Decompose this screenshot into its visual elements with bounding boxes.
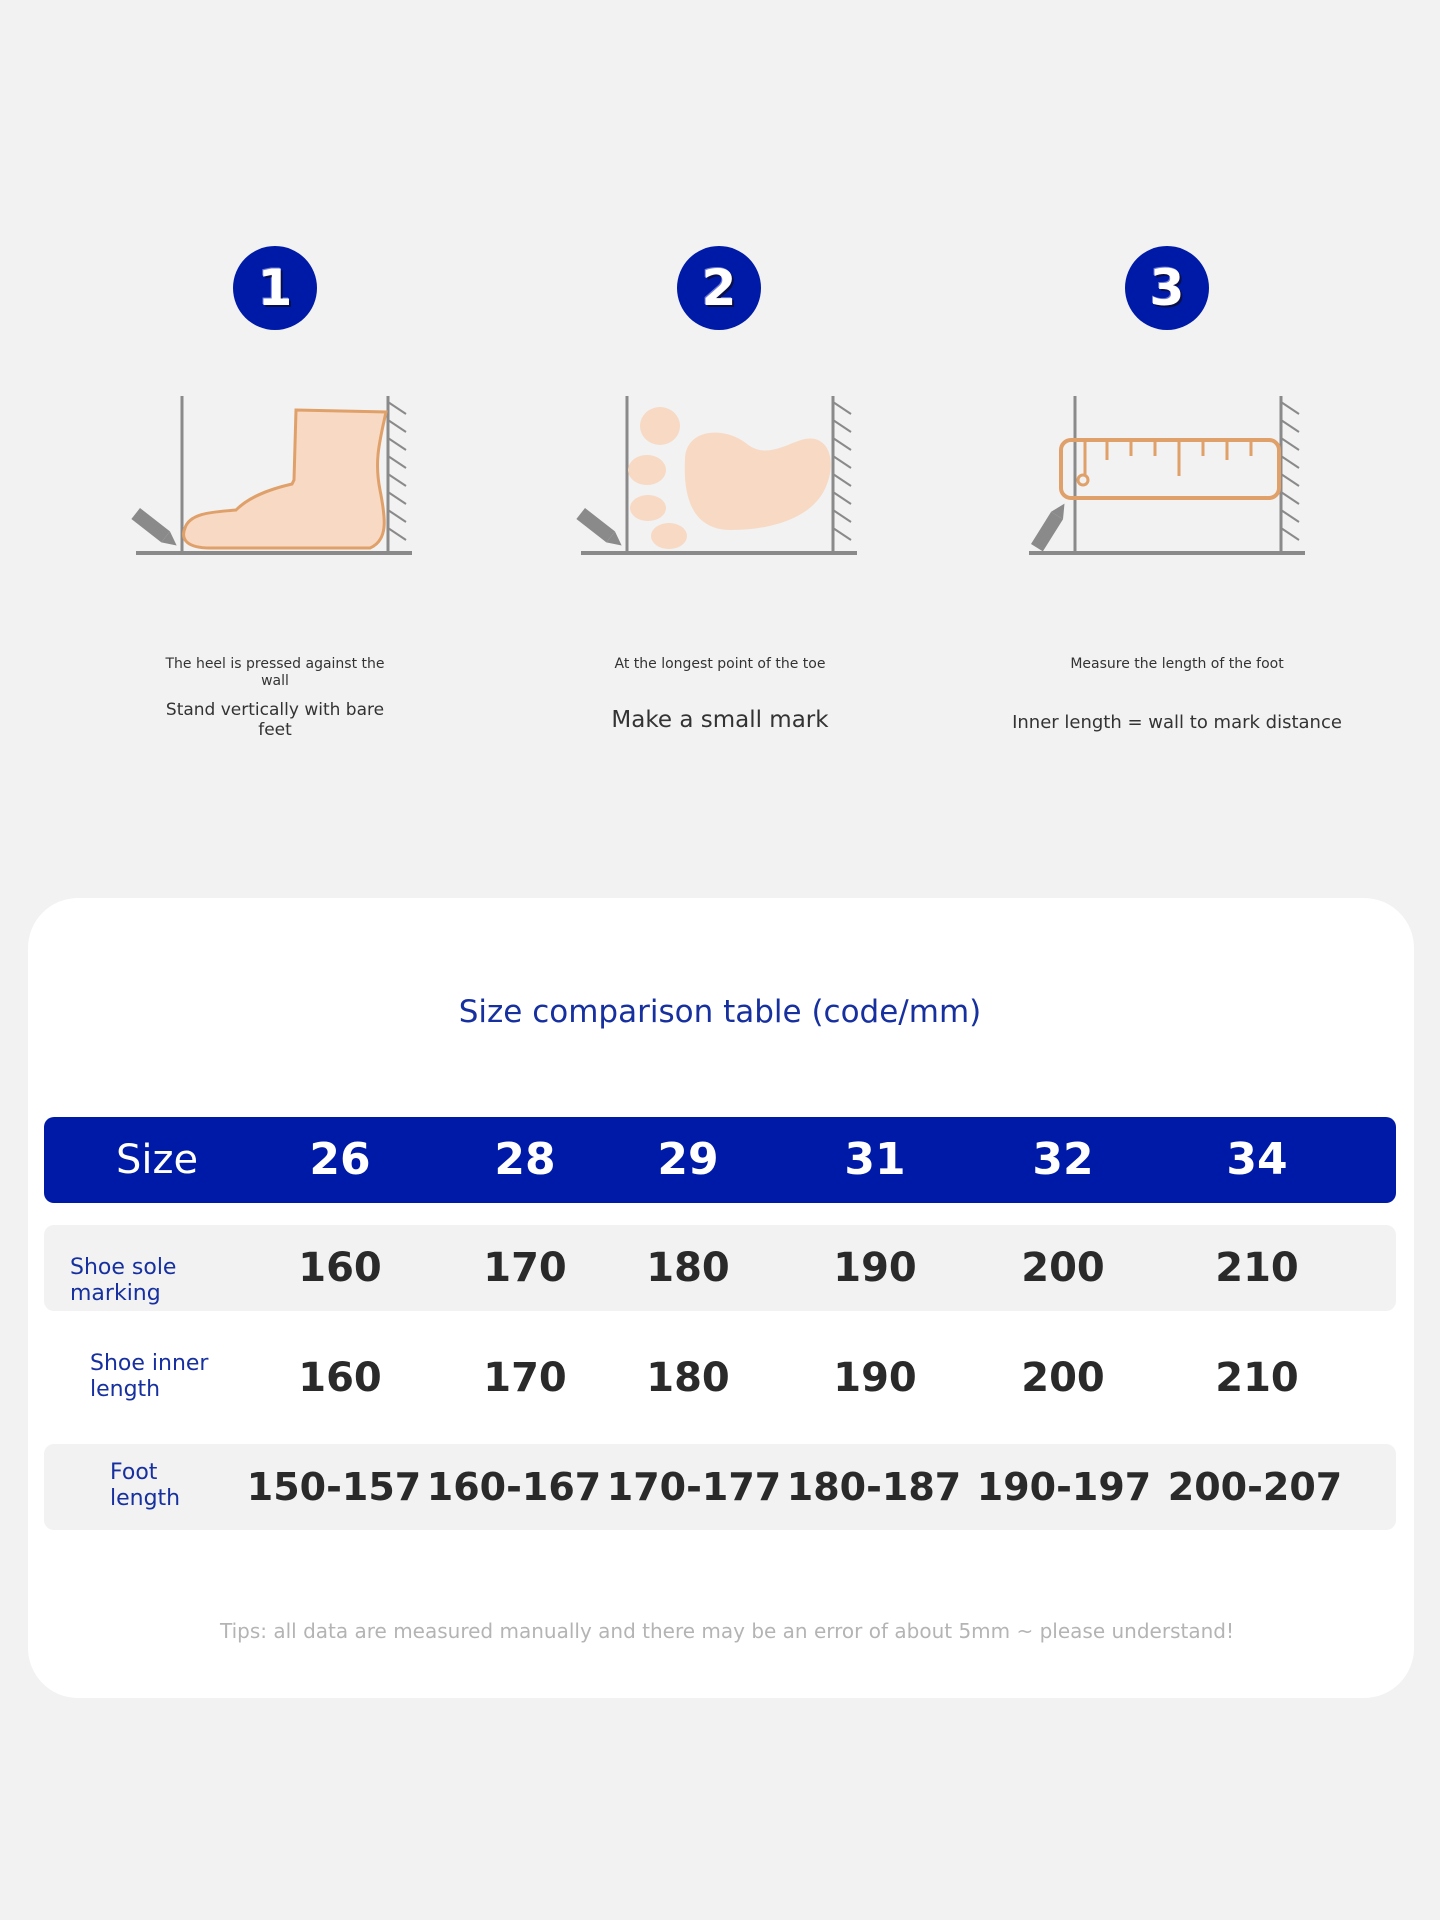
row-label: Foot length (110, 1460, 181, 1511)
value-cell: 200 (1021, 1245, 1105, 1291)
size-cell: 32 (1032, 1134, 1094, 1185)
size-cell: 34 (1226, 1134, 1288, 1185)
step-caption-small: Measure the length of the foot (1070, 656, 1284, 672)
value-cell: 170-177 (606, 1465, 782, 1509)
table-row (44, 1225, 1396, 1311)
value-cell: 200-207 (1167, 1465, 1343, 1509)
size-cell: 29 (657, 1134, 719, 1185)
size-cell: 26 (309, 1134, 371, 1185)
table-row (44, 1444, 1396, 1530)
value-cell: 180 (646, 1245, 730, 1291)
step-number-badge: 3 (1125, 246, 1209, 330)
table-title: Size comparison table (code/mm) (458, 994, 982, 1030)
value-cell: 210 (1215, 1245, 1299, 1291)
value-cell: 200 (1021, 1355, 1105, 1401)
tips-note: Tips: all data are measured manually and there may be an error of about 5mm ~ please understand! (220, 1619, 1234, 1643)
size-cell: 28 (494, 1134, 556, 1185)
value-cell: 190 (833, 1355, 917, 1401)
value-cell: 180 (646, 1355, 730, 1401)
step-number-badge: 2 (677, 246, 761, 330)
value-cell: 150-157 (246, 1465, 422, 1509)
value-cell: 190 (833, 1245, 917, 1291)
value-cell: 170 (483, 1245, 567, 1291)
table-header-row (44, 1117, 1396, 1203)
size-cell: 31 (844, 1134, 906, 1185)
step-number-badge: 1 (233, 246, 317, 330)
value-cell: 160 (298, 1355, 382, 1401)
step-caption-large: Make a small mark (611, 707, 829, 733)
table-row (44, 1335, 1396, 1421)
step-caption-small: The heel is pressed against the wall (165, 656, 385, 689)
ruler-measure-illustration (1023, 380, 1313, 560)
footprint-mark-illustration (575, 380, 865, 560)
step-caption-small: At the longest point of the toe (614, 656, 826, 672)
value-cell: 210 (1215, 1355, 1299, 1401)
value-cell: 160-167 (426, 1465, 602, 1509)
value-cell: 190-197 (976, 1465, 1152, 1509)
value-cell: 170 (483, 1355, 567, 1401)
row-label: Shoe sole marking (70, 1255, 177, 1306)
row-label: Shoe inner length (90, 1351, 209, 1402)
value-cell: 180-187 (786, 1465, 962, 1509)
step-caption-large: Stand vertically with bare feet (165, 700, 385, 740)
step-caption-large: Inner length = wall to mark distance (1012, 712, 1342, 733)
value-cell: 160 (298, 1245, 382, 1291)
size-header-label: Size (116, 1137, 199, 1183)
